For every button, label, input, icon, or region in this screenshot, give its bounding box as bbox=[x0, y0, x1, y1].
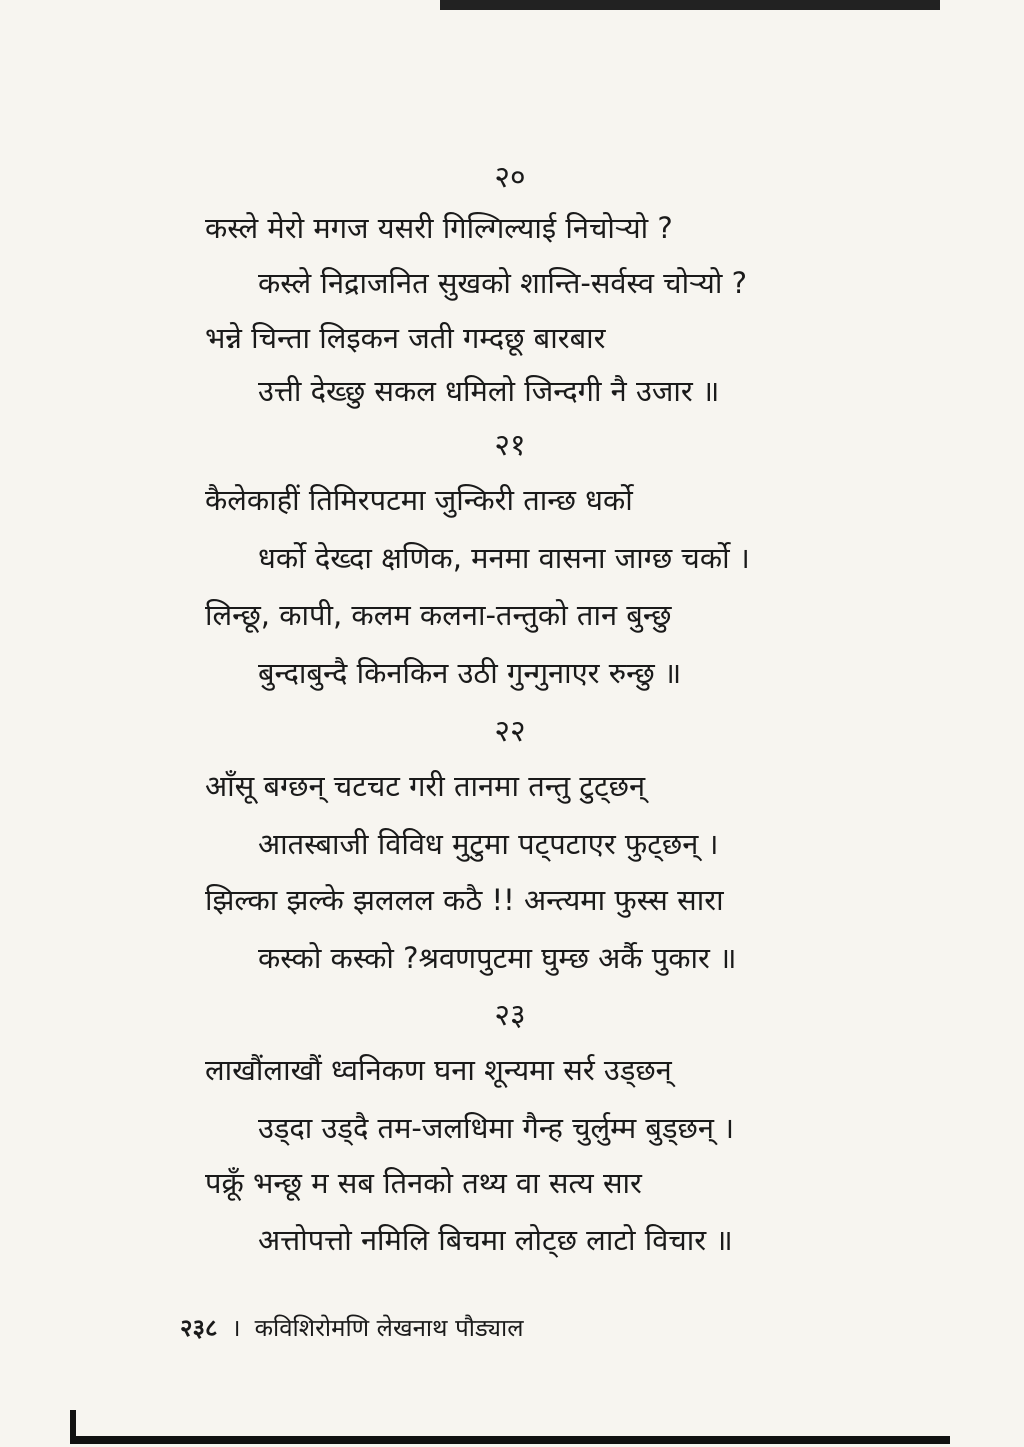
verse-line: लिन्छू, कापी, कलम कलना-तन्तुको तान बुन्छु bbox=[205, 598, 672, 632]
verse-line: कैलेकाहीं तिमिरपटमा जुन्किरी तान्छ धर्को bbox=[205, 483, 633, 517]
verse-line: पक्रूँ भन्छू म सब तिनको तथ्य वा सत्य सार bbox=[205, 1166, 642, 1200]
verse-line: भन्ने चिन्ता लिइकन जती गम्दछू बारबार bbox=[205, 321, 606, 355]
verse-line: अत्तोपत्तो नमिलि बिचमा लोट्छ लाटो विचार ॥ bbox=[258, 1223, 733, 1257]
verse-number: २३ bbox=[494, 998, 526, 1033]
page-footer bbox=[180, 1310, 524, 1346]
verse-line: बुन्दाबुन्दै किनकिन उठी गुन्गुनाएर रुन्छु ॥ bbox=[258, 656, 682, 690]
verse-line: लाखौंलाखौं ध्वनिकण घना शून्यमा सर्र उड्छन् bbox=[205, 1053, 672, 1087]
verse-line: कस्ले निद्राजनित सुखको शान्ति-सर्वस्व चोऱ्यो ? bbox=[258, 266, 747, 300]
verse-line: उड्दा उड्दै तम-जलधिमा गैन्ह चुर्लुम्म बुड्छन् । bbox=[258, 1111, 735, 1145]
verse-number: २१ bbox=[494, 428, 526, 463]
verse-line: धर्को देख्दा क्षणिक, मनमा वासना जाग्छ चर्को । bbox=[258, 541, 750, 575]
verse-number: २२ bbox=[494, 714, 526, 749]
verse-line: कस्को कस्को ?श्रवणपुटमा घुम्छ अर्कै पुकार ॥ bbox=[258, 941, 737, 975]
verse-line: आँसू बग्छन् चटचट गरी तानमा तन्तु टुट्छन् bbox=[205, 769, 646, 803]
footer-separator: । bbox=[231, 1314, 241, 1342]
verse-line: झिल्का झल्के झललल कठै !! अन्त्यमा फुस्स सारा bbox=[205, 883, 724, 917]
page-bottom-edge bbox=[70, 1436, 950, 1444]
footer-author: कविशिरोमणि लेखनाथ पौड्याल bbox=[254, 1314, 524, 1342]
page-number: २३८ bbox=[180, 1314, 218, 1342]
verse-line: कस्ले मेरो मगज यसरी गिल्गिल्याई निचोऱ्यो ? bbox=[205, 211, 673, 245]
verse-line: आतस्बाजी विविध मुटुमा पट्पटाएर फुट्छन् । bbox=[258, 827, 719, 861]
verse-number: २० bbox=[494, 160, 526, 195]
verse-line: उत्ती देख्छु सकल धमिलो जिन्दगी नै उजार ॥ bbox=[258, 374, 720, 408]
